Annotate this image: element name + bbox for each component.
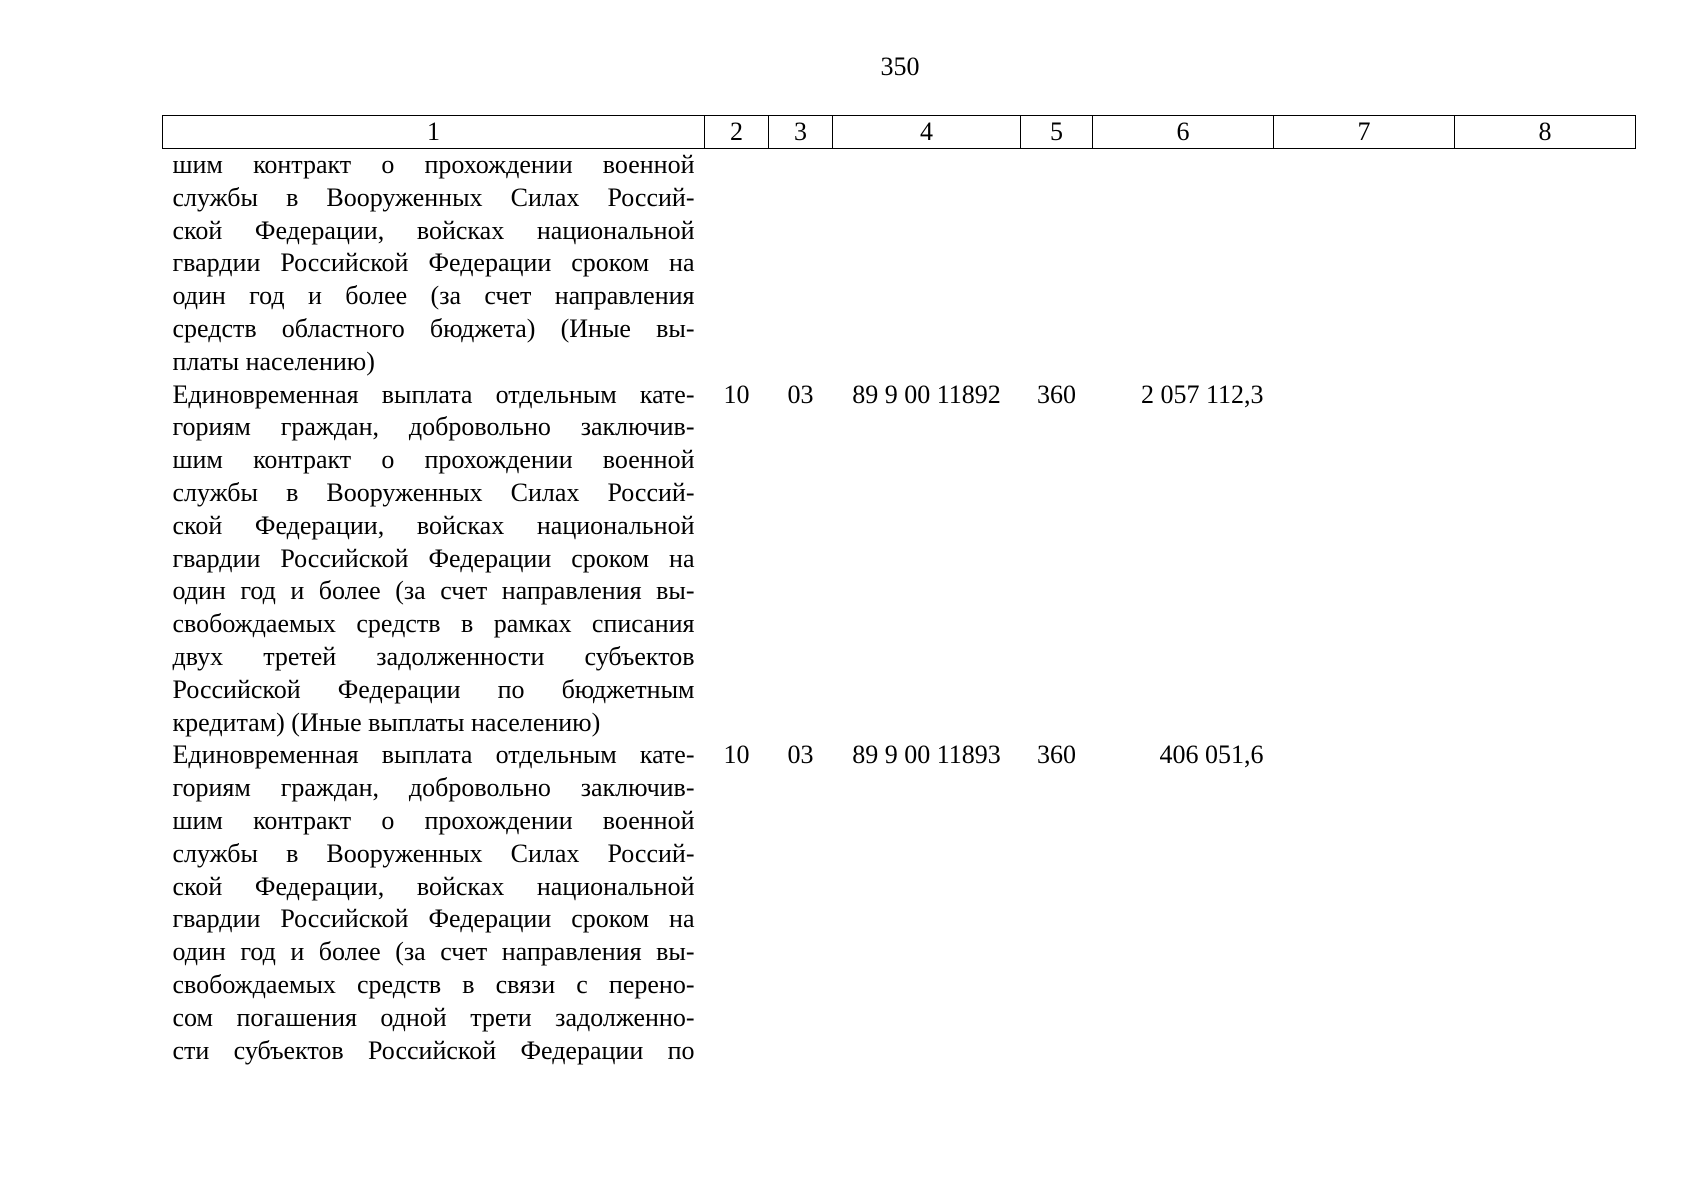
- row-section: [705, 149, 769, 379]
- description-line: кредитам) (Иные выплаты населению): [172, 707, 601, 737]
- description-line: службы в Вооруженных Силах Россий-: [172, 838, 695, 868]
- table-header: [163, 116, 1636, 149]
- row-col8: [1455, 149, 1636, 379]
- row-section: 10: [723, 379, 750, 409]
- row-amount: 2 057 112,3: [1140, 379, 1264, 409]
- row-subsection: 03: [787, 379, 814, 409]
- header-cell-3: 3: [769, 116, 833, 149]
- description-line: ской Федерации, войсках национальной: [172, 871, 695, 901]
- row-col8: [1455, 379, 1636, 740]
- header-cell-5: 5: [1021, 116, 1093, 149]
- row-description: [163, 379, 705, 740]
- description-line: шим контракт о прохождении военной: [172, 150, 695, 179]
- description-line: гориям граждан, добровольно заключив-: [172, 412, 695, 442]
- header-cell-6: 6: [1093, 116, 1274, 149]
- description-line: ской Федерации, войсках национальной: [172, 510, 695, 540]
- row-col7: [1274, 739, 1455, 1067]
- description-line: ской Федерации, войсках национальной: [172, 215, 695, 245]
- row-expense-type: 360: [1037, 379, 1076, 409]
- row-col8: [1455, 739, 1636, 1067]
- description-line: один год и более (за счет направления вы-: [172, 576, 695, 606]
- description-line: один год и более (за счет направления вы-: [172, 937, 695, 967]
- budget-table: [162, 115, 1636, 1067]
- row-description: [163, 149, 705, 379]
- description-line: двух третей задолженности субъектов: [172, 641, 695, 671]
- row-target-article: 89 9 00 11893: [852, 740, 1001, 770]
- header-row: [163, 116, 1636, 149]
- row-target-article: [833, 149, 1021, 379]
- description-line: средств областного бюджета) (Иные вы-: [172, 313, 695, 343]
- header-cell-4: 4: [833, 116, 1021, 149]
- description-line: свобождаемых средств в рамках списания: [172, 609, 695, 639]
- row-col7: [1274, 379, 1455, 740]
- description-line: службы в Вооруженных Силах Россий-: [172, 182, 695, 212]
- description-line: шим контракт о прохождении военной: [172, 445, 695, 475]
- row-amount: [1093, 149, 1274, 379]
- header-cell-8: 8: [1455, 116, 1636, 149]
- table-row: [163, 149, 1636, 379]
- description-line: службы в Вооруженных Силах Россий-: [172, 477, 695, 507]
- description-line: Российской Федерации по бюджетным: [172, 674, 695, 704]
- description-line: сти субъектов Российской Федерации по: [172, 1035, 695, 1065]
- table-row: [163, 739, 1636, 1067]
- description-line: сом погашения одной трети задолженно-: [172, 1002, 695, 1032]
- row-subsection: 03: [787, 740, 814, 770]
- description-line: гориям граждан, добровольно заключив-: [172, 773, 695, 803]
- header-cell-7: 7: [1274, 116, 1455, 149]
- row-expense-type: 360: [1037, 740, 1076, 770]
- row-subsection: [769, 149, 833, 379]
- page-number: 350: [880, 52, 920, 81]
- description-line: один год и более (за счет направления: [172, 281, 695, 311]
- description-line: гвардии Российской Федерации сроком на: [172, 904, 695, 934]
- row-target-article: 89 9 00 11892: [852, 379, 1001, 409]
- header-cell-2: 2: [705, 116, 769, 149]
- description-line: гвардии Российской Федерации сроком на: [172, 543, 695, 573]
- row-expense-type: [1021, 149, 1093, 379]
- row-col7: [1274, 149, 1455, 379]
- description-line: гвардии Российской Федерации сроком на: [172, 248, 695, 278]
- row-section: 10: [723, 740, 750, 770]
- description-line: свобождаемых средств в связи с перено-: [172, 969, 695, 999]
- table-body: [163, 149, 1636, 1068]
- description-line: шим контракт о прохождении военной: [172, 805, 695, 835]
- description-line: Единовременная выплата отдельным кате-: [172, 740, 695, 770]
- row-description: [163, 739, 705, 1067]
- header-cell-1: 1: [163, 116, 705, 149]
- description-line: платы населению): [172, 346, 375, 376]
- description-line: Единовременная выплата отдельным кате-: [172, 379, 695, 409]
- row-amount: 406 051,6: [1159, 740, 1264, 770]
- table-row: [163, 379, 1636, 740]
